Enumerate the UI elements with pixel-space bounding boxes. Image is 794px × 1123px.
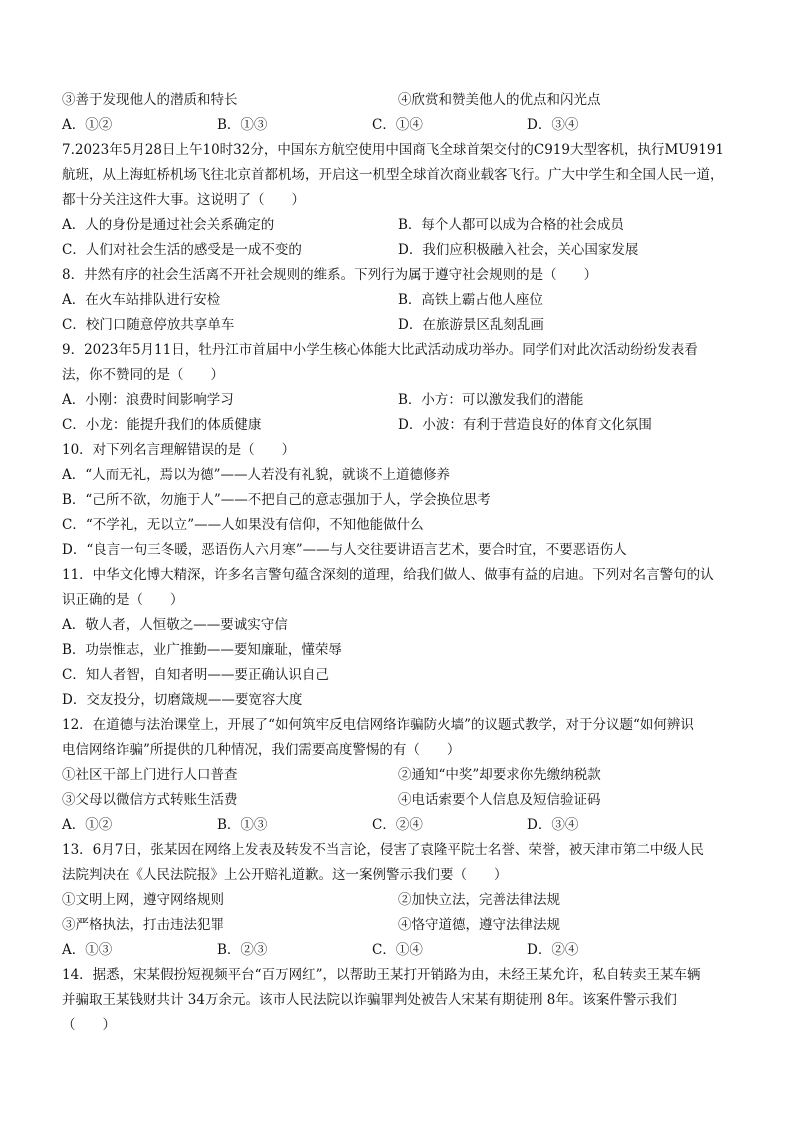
- q14-stem-line-1: 14．据悉，宋某假扮短视频平台“百万网红”，以帮助王某打开销路为由，未经王某允许，私自转卖王某车辆: [62, 967, 701, 983]
- q12-stem-line-1: 12．在道德与法治课堂上，开展了“如何筑牢反电信网络诈骗防火墙”的议题式教学，对于分议题“如何辨识: [62, 717, 694, 733]
- q13-choice-b: B．②③: [217, 942, 268, 958]
- q12-stem-line-2: 电信网络诈骗”所提供的几种情况，我们需要高度警惕的有（ ）: [62, 742, 461, 758]
- q7-options-row-1: [62, 213, 734, 238]
- q8-options-row-1: [62, 288, 734, 313]
- q11-option-c: C．知人者智，自知者明——要正确认识自己: [62, 667, 329, 683]
- q10-option-d: D．“良言一句三冬暖，恶语伤人六月寒”——与人交往要讲语言艺术，要合时宜，不要恶语伤人: [62, 542, 627, 558]
- q9-option-a: A．小刚：浪费时间影响学习: [62, 392, 234, 408]
- q14-stem-line-2: 并骗取王某钱财共计 34万余元。该市人民法院以诈骗罪判处被告人宋某有期徒刑 8年。该案件警示我们: [62, 992, 677, 1008]
- q7-options-row-2: [62, 238, 734, 263]
- q12-item-3: ③父母以微信方式转账生活费: [62, 792, 238, 808]
- q12-choice-b: B．①③: [217, 817, 268, 833]
- q12-choices: [62, 813, 734, 838]
- q11-option-b: B．功崇惟志，业广推勤——要知廉耻，懂荣辱: [62, 642, 342, 658]
- exam-page: [62, 88, 734, 1038]
- q9-option-b: B．小方：可以激发我们的潜能: [398, 392, 584, 408]
- q6-choice-b: B．①③: [217, 117, 268, 133]
- q13-items-row-1: [62, 888, 734, 913]
- q12-item-2: ②通知“中奖”却要求你先缴纳税款: [398, 767, 601, 783]
- q7-stem-line-2: 航班，从上海虹桥机场飞往北京首都机场，开启这一机型全球首次商业载客飞行。广大中学生和全国人民一道，: [62, 167, 724, 183]
- q6-choice-a: A．①②: [62, 117, 113, 133]
- q10-stem-line-1: 10．对下列名言理解错误的是（ ）: [62, 442, 296, 458]
- q9-option-c: C．小龙：能提升我们的体质健康: [62, 417, 262, 433]
- q7-option-a: A．人的身份是通过社会关系确定的: [62, 217, 275, 233]
- q10-option-a: A．“人而无礼，焉以为德”——人若没有礼貌，就谈不上道德修养: [62, 467, 451, 483]
- q14-stem-line-3: （ ）: [62, 1017, 116, 1033]
- q13-item-4: ④恪守道德，遵守法律法规: [398, 917, 560, 933]
- q11-option-a: A．敬人者，人恒敬之——要诚实守信: [62, 617, 288, 633]
- q6-items-row: [62, 88, 734, 113]
- q8-options-row-2: [62, 313, 734, 338]
- q7-option-d: D．我们应积极融入社会，关心国家发展: [398, 242, 639, 258]
- q13-stem-line-2: 法院判决在《人民法院报》上公开赔礼道歉。这一案例警示我们要（ ）: [62, 867, 508, 883]
- q12-items-row-2: [62, 788, 734, 813]
- q12-item-1: ①社区干部上门进行人口普查: [62, 767, 238, 783]
- q9-stem-line-1: 9．2023年5月11日，牡丹江市首届中小学生核心体能大比武活动成功举办。同学们对此次活动纷纷发表看: [62, 342, 698, 358]
- q6-item-3: ③善于发现他人的潜质和特长: [62, 92, 238, 108]
- q9-options-row-1: [62, 388, 734, 413]
- q13-stem-line-1: 13．6月7日，张某因在网络上发表及转发不当言论，侵害了袁隆平院士名誉、荣誉，被天津市第二中级人民: [62, 842, 704, 858]
- q9-stem-line-2: 法，你不赞同的是（ ）: [62, 367, 224, 383]
- q10-option-c: C．“不学礼，无以立”——人如果没有信仰，不知他能做什么: [62, 517, 424, 533]
- q7-option-b: B．每个人都可以成为合格的社会成员: [398, 217, 624, 233]
- q13-choice-a: A．①③: [62, 942, 113, 958]
- q13-item-1: ①文明上网，遵守网络规则: [62, 892, 224, 908]
- q7-option-c: C．人们对社会生活的感受是一成不变的: [62, 242, 302, 258]
- q13-choice-c: C．①④: [372, 942, 423, 958]
- q6-item-4: ④欣赏和赞美他人的优点和闪光点: [398, 92, 601, 108]
- q11-stem-line-1: 11．中华文化博大精深，许多名言警句蕴含深刻的道理，给我们做人、做事有益的启迪。下列对名言警句的认: [62, 567, 714, 583]
- q7-stem-line-1: 7.2023年5月28日上午10时32分，中国东方航空使用中国商飞全球首架交付的C919大型客机，执行MU9191: [62, 142, 725, 158]
- q10-option-b: B．“己所不欲，勿施于人”——不把自己的意志强加于人，学会换位思考: [62, 492, 491, 508]
- q12-choice-a: A．①②: [62, 817, 113, 833]
- q9-options-row-2: [62, 413, 734, 438]
- q8-option-d: D．在旅游景区乱刻乱画: [398, 317, 544, 333]
- q13-items-row-2: [62, 913, 734, 938]
- q12-items-row-1: [62, 763, 734, 788]
- q6-choices: [62, 113, 734, 138]
- q11-stem-line-2: 识正确的是（ ）: [62, 592, 184, 608]
- q9-option-d: D．小波：有利于营造良好的体育文化氛围: [398, 417, 652, 433]
- q7-stem-line-3: 都十分关注这件大事。这说明了（ ）: [62, 192, 305, 208]
- q6-choice-d: D．③④: [527, 117, 579, 133]
- q12-choice-c: C．②④: [372, 817, 423, 833]
- q11-option-d: D．交友投分，切磨箴规——要宽容大度: [62, 692, 303, 708]
- q8-option-c: C．校门口随意停放共享单车: [62, 317, 235, 333]
- q13-item-2: ②加快立法，完善法律法规: [398, 892, 560, 908]
- q8-option-a: A．在火车站排队进行安检: [62, 292, 221, 308]
- q12-item-4: ④电话索要个人信息及短信验证码: [398, 792, 601, 808]
- q13-choices: [62, 938, 734, 963]
- q8-stem-line-1: 8．井然有序的社会生活离不开社会规则的维系。下列行为属于遵守社会规则的是（ ）: [62, 267, 598, 283]
- q12-choice-d: D．③④: [527, 817, 579, 833]
- q13-choice-d: D．②④: [527, 942, 579, 958]
- q8-option-b: B．高铁上霸占他人座位: [398, 292, 543, 308]
- q6-choice-c: C．①④: [372, 117, 423, 133]
- q13-item-3: ③严格执法，打击违法犯罪: [62, 917, 224, 933]
